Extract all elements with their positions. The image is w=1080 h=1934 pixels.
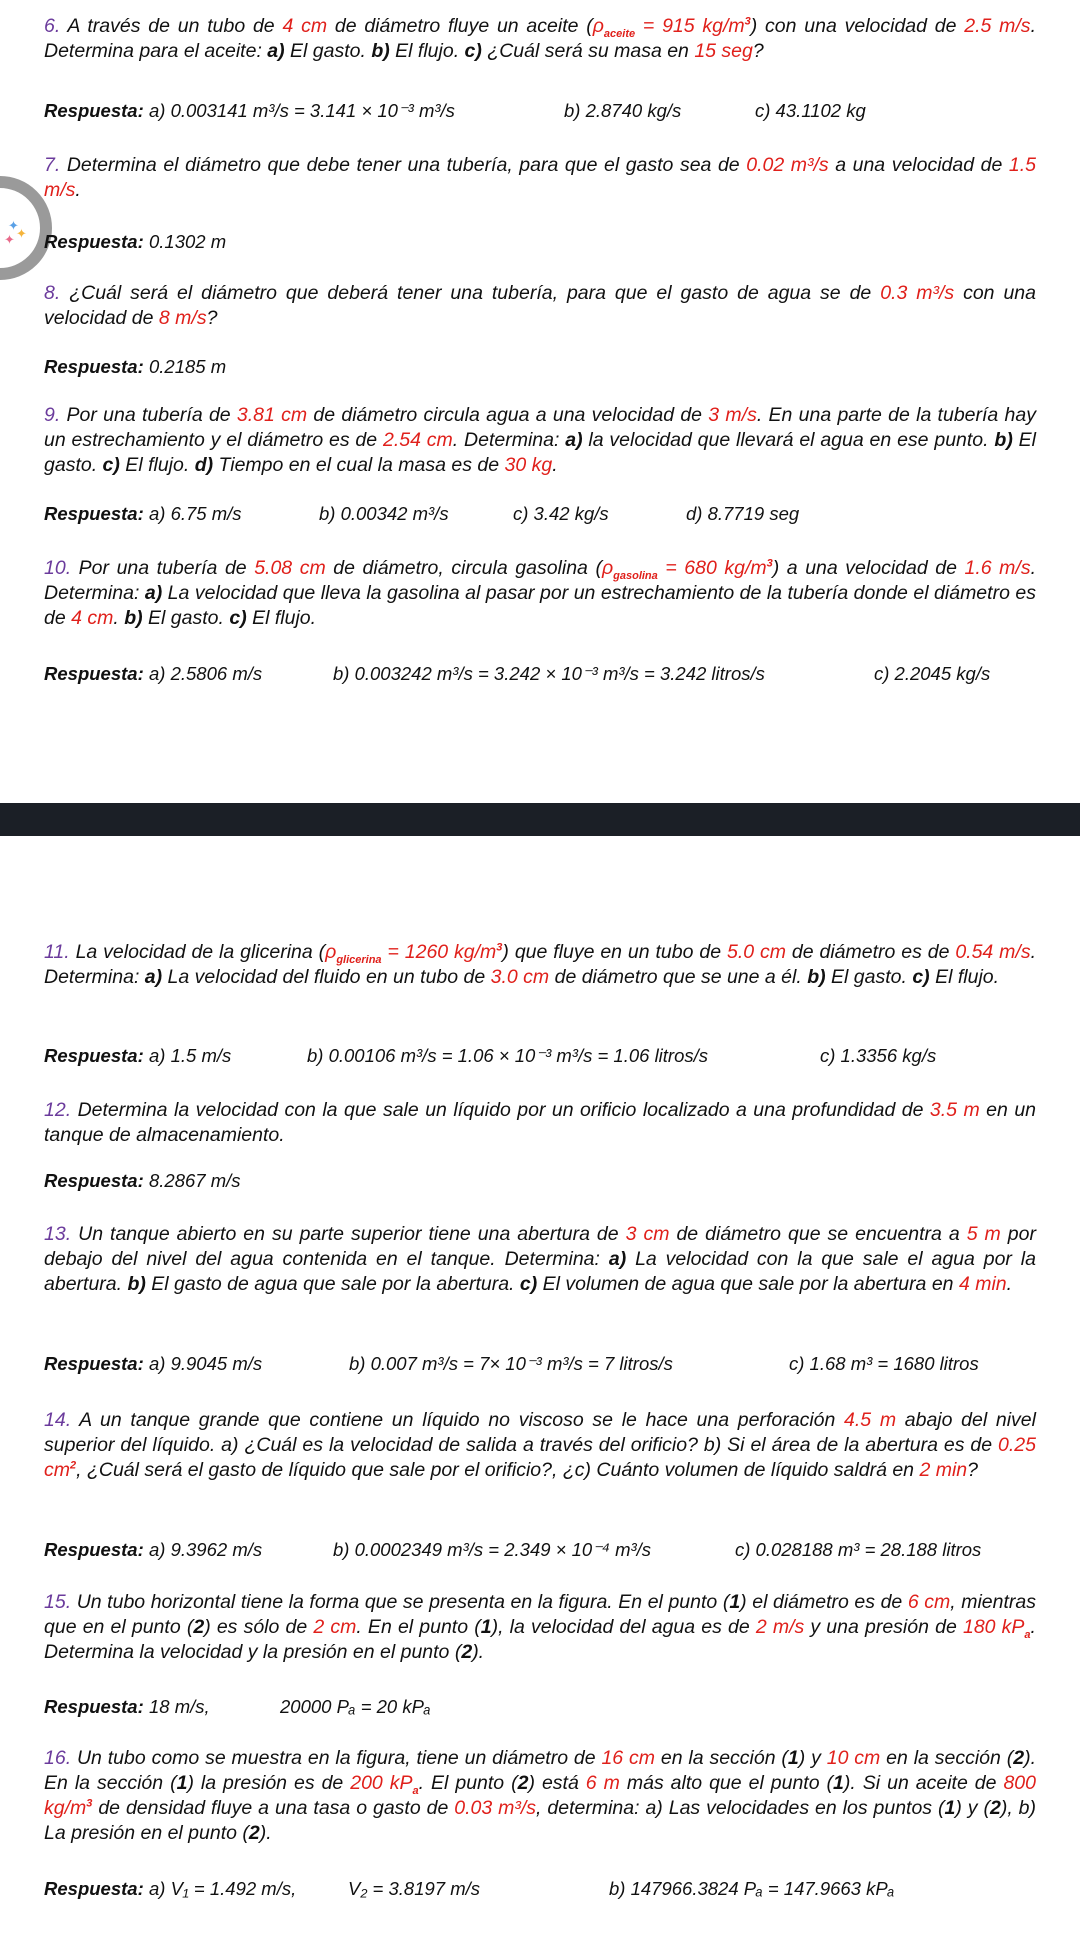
problem-text: ) y — [798, 1747, 827, 1769]
problem-text: . Determina: — [44, 557, 1037, 604]
problem-text: por debajo del nivel del agua contenida en el tanque. Determina: — [44, 1223, 1036, 1270]
problem-text: 5 m — [966, 1223, 1001, 1245]
problem-text: ), b) La presión en el punto ( — [44, 1797, 1037, 1844]
problem-text: ) que fluye en un tubo de — [502, 941, 727, 963]
problem-text: ). Si un aceite de — [843, 1772, 1004, 1794]
problem-text: . — [75, 179, 81, 201]
problem-text: . — [552, 454, 558, 476]
problem-text: 2 — [517, 1772, 529, 1794]
problem-text: 1 — [480, 1616, 492, 1638]
problem-6 — [44, 14, 1036, 64]
answer-value: c) 3.42 kg/s — [513, 503, 609, 524]
answer-label: Respuesta: — [44, 1353, 144, 1374]
problem-text: El flujo. — [119, 454, 195, 476]
problem-text: 3 — [496, 941, 503, 954]
problem-text: El flujo. — [246, 607, 317, 629]
problem-text: a) — [144, 582, 163, 604]
page-separator — [0, 803, 1080, 836]
problem-text: a — [412, 1784, 419, 1797]
answer-value: a) 2.5806 m/s — [149, 663, 263, 684]
problem-9 — [44, 403, 1036, 478]
problem-text: La velocidad con la que sale el agua por la abertura. — [44, 1248, 1036, 1295]
problem-text: 1 — [833, 1772, 844, 1794]
problem-text: de diámetro circula agua a una velocidad de — [307, 404, 709, 426]
answer-label: Respuesta: — [44, 1696, 144, 1717]
problem-text: . El punto ( — [418, 1772, 518, 1794]
problem-text: 3 cm — [625, 1223, 670, 1245]
sparkle-icon: ✦ — [16, 226, 27, 241]
problem-text: Un tubo como se muestra en la figura, tiene un diámetro de — [76, 1747, 602, 1769]
problem-text: ). — [259, 1822, 272, 1844]
problem-text: 2.5 m/s — [964, 15, 1031, 37]
answer-value: 0.2185 m — [149, 356, 227, 377]
problem-13 — [44, 1222, 1036, 1297]
answer-value: a) 9.3962 m/s — [149, 1539, 263, 1560]
problem-text: 180 kP — [962, 1616, 1025, 1638]
problem-text: b) — [807, 966, 826, 988]
problem-text: ). En la sección ( — [44, 1747, 1036, 1794]
problem-text: 15 seg — [694, 40, 753, 62]
answer-label: Respuesta: — [44, 1878, 144, 1899]
sparkle-icon: ✦ — [8, 218, 19, 233]
problem-text: , mientras que en el punto ( — [44, 1591, 1036, 1638]
problem-text: . Determina la velocidad y la presión en el punto ( — [44, 1616, 1036, 1663]
problem-text: ρ — [592, 15, 604, 37]
answer-value: b) 0.007 m³/s = 7× 10⁻³ m³/s = 7 litros/s — [349, 1353, 673, 1374]
problem-text: de diámetro fluye un aceite ( — [327, 15, 593, 37]
problem-text: a) — [144, 966, 163, 988]
problem-text: 0.3 m³/s — [880, 282, 955, 304]
problem-text: El volumen de agua que sale por la abertura en — [537, 1273, 959, 1295]
problem-number: 8. — [44, 282, 61, 304]
problem-text: 3 — [744, 15, 751, 28]
problem-number: 6. — [44, 15, 61, 37]
problem-text: 1.5 m/s — [44, 154, 1036, 201]
problem-14 — [44, 1408, 1036, 1483]
problem-text: ) la presión es de — [187, 1772, 351, 1794]
answer-label: Respuesta: — [44, 1539, 144, 1560]
answer-value: V₂ = 3.8197 m/s — [348, 1878, 481, 1899]
problem-text: , determina: a) Las velocidades en los puntos ( — [536, 1797, 945, 1819]
problem-text: con una velocidad de — [44, 282, 1036, 329]
problem-text: ) el diámetro es de — [740, 1591, 908, 1613]
problem-number: 14. — [44, 1409, 72, 1431]
problem-text: 2 — [989, 1797, 1001, 1819]
problem-text: 4 cm — [71, 607, 114, 629]
problem-number: 16. — [44, 1747, 72, 1769]
problem-7 — [44, 153, 1036, 203]
problem-text: ? — [967, 1459, 978, 1481]
answer-value: b) 147966.3824 Pₐ = 147.9663 kPₐ — [609, 1878, 895, 1899]
problem-text: 3 m/s — [708, 404, 757, 426]
answer-value: c) 1.68 m³ = 1680 litros — [789, 1353, 979, 1374]
problem-text: El flujo. — [929, 966, 1000, 988]
problem-text: b) — [124, 607, 143, 629]
problem-text: 3.5 m — [929, 1099, 980, 1121]
problem-text: en un tanque de almacenamiento. — [44, 1099, 1037, 1146]
problem-text: El gasto. — [284, 40, 372, 62]
problem-text: 2 — [248, 1822, 260, 1844]
problem-text: más alto que el punto ( — [619, 1772, 834, 1794]
problem-text: . — [1006, 1273, 1013, 1295]
problem-text: El flujo. — [389, 40, 465, 62]
problem-text: Tiempo en el cual la masa es de — [213, 454, 505, 476]
problem-text: c) — [912, 966, 930, 988]
problem-text: . Determina: — [44, 941, 1037, 988]
page-top — [0, 0, 1080, 803]
problem-text: 3 — [86, 1797, 93, 1810]
problem-text: en la sección ( — [655, 1747, 788, 1769]
problem-text: ? — [206, 307, 218, 329]
answer-value: b) 0.003242 m³/s = 3.242 × 10⁻³ m³/s = 3.242 litros/s — [333, 663, 765, 684]
sparkle-icon: ✦ — [4, 232, 15, 247]
answer-value: a) 0.003141 m³/s = 3.141 × 10⁻³ m³/s — [149, 100, 455, 121]
problem-text: ) es sólo de — [204, 1616, 314, 1638]
problem-text: a) — [608, 1248, 627, 1270]
problem-text: . — [113, 607, 125, 629]
problem-text: de diámetro que se une a él. — [549, 966, 808, 988]
answer-value: a) 1.5 m/s — [149, 1045, 232, 1066]
problem-number: 7. — [44, 154, 61, 176]
problem-text: gasolina — [613, 569, 658, 582]
problem-text: A un tanque grande que contiene un líquido no viscoso se le hace una perforación — [79, 1409, 845, 1431]
answer-value: 20000 Pₐ = 20 kPₐ — [280, 1696, 431, 1717]
problem-8 — [44, 281, 1036, 331]
problem-text: 16 cm — [601, 1747, 655, 1769]
page-bottom — [0, 836, 1080, 1934]
problem-text: 3.81 cm — [236, 404, 308, 426]
problem-text: 0.54 m/s — [955, 941, 1031, 963]
problem-text: . Determina: — [452, 429, 566, 451]
problem-text: 2 — [461, 1641, 473, 1663]
answer-value: a) V₁ = 1.492 m/s, — [149, 1878, 297, 1899]
problem-text: La velocidad de la glicerina ( — [75, 941, 326, 963]
problem-text: de diámetro que se encuentra a — [669, 1223, 967, 1245]
problem-text: c) — [102, 454, 120, 476]
problem-text: A través de un tubo de — [67, 15, 283, 37]
problem-text: ¿Cuál será su masa en — [481, 40, 695, 62]
answer-value: b) 0.0002349 m³/s = 2.349 × 10⁻⁴ m³/s — [333, 1539, 652, 1560]
problem-11 — [44, 940, 1036, 990]
problem-text: 6 cm — [907, 1591, 951, 1613]
problem-text: 6 m — [585, 1772, 620, 1794]
problem-text: ), la velocidad del agua es de — [491, 1616, 756, 1638]
problem-text: 8 m/s — [158, 307, 207, 329]
problem-text: Determina la velocidad con la que sale un líquido por un orificio localizado a una profundidad de — [77, 1099, 930, 1121]
problem-text: 10 cm — [826, 1747, 881, 1769]
problem-text: Un tubo horizontal tiene la forma que se presenta en la figura. En el punto ( — [76, 1591, 730, 1613]
problem-text: ). — [472, 1641, 485, 1663]
problem-text: 1 — [944, 1797, 956, 1819]
problem-text: . En el punto ( — [356, 1616, 481, 1638]
problem-number: 11. — [44, 941, 70, 963]
problem-text: ρ — [325, 941, 337, 963]
problem-text: c) — [229, 607, 247, 629]
problem-text: = 1260 kg/m — [381, 941, 497, 963]
problem-text: 1 — [176, 1772, 188, 1794]
problem-text: El gasto. — [142, 607, 230, 629]
problem-text: 4 min — [958, 1273, 1007, 1295]
problem-text: a) — [267, 40, 285, 62]
problem-text: . En una parte de la tubería hay un estrechamiento y el diámetro es de — [44, 404, 1036, 451]
problem-number: 10. — [44, 557, 72, 579]
answer-label: Respuesta: — [44, 503, 144, 524]
problem-12 — [44, 1098, 1036, 1148]
problem-text: 1.6 m/s — [964, 557, 1031, 579]
problem-text: = 680 kg/m — [657, 557, 767, 579]
problem-text: 0.03 m³/s — [454, 1797, 537, 1819]
problem-text: El gasto de agua que sale por la abertura. — [145, 1273, 520, 1295]
answer-value: 18 m/s, — [149, 1696, 210, 1717]
answer-value: 0.1302 m — [149, 231, 227, 252]
problem-text: de diámetro es de — [785, 941, 956, 963]
answer-label: Respuesta: — [44, 1045, 144, 1066]
problem-text: en la sección ( — [880, 1747, 1014, 1769]
problem-text: y una presión de — [804, 1616, 963, 1638]
problem-text: 5.0 cm — [726, 941, 786, 963]
answer-value: c) 2.2045 kg/s — [874, 663, 991, 684]
problem-text: abajo del nivel superior del líquido. a) ¿Cuál es la velocidad de salida a través del orificio? b) Si el área de la abertura es de — [44, 1409, 1036, 1456]
problem-text: 2 min — [919, 1459, 968, 1481]
answer-value: c) 0.028188 m³ = 28.188 litros — [735, 1539, 982, 1560]
problem-text: Por una tubería de — [78, 557, 255, 579]
problem-text: La velocidad que lleva la gasolina al pasar por un estrechamiento de la tubería donde el diámetro es de — [44, 582, 1036, 629]
problem-text: 5.08 cm — [254, 557, 326, 579]
problem-text: ) a una velocidad de — [772, 557, 965, 579]
problem-text: Determina el diámetro que debe tener una tubería, para que el gasto sea de — [66, 154, 747, 176]
problem-text: la velocidad que llevará el agua en ese punto. — [582, 429, 995, 451]
problem-text: de diámetro, circula gasolina ( — [325, 557, 602, 579]
problem-text: 30 kg — [504, 454, 553, 476]
answer-label: Respuesta: — [44, 231, 144, 252]
problem-text: 1 — [787, 1747, 799, 1769]
problem-text: 800 kg/m — [44, 1772, 1036, 1819]
problem-text: 0.02 m³/s — [746, 154, 829, 176]
problem-10 — [44, 556, 1036, 631]
problem-text: ) con una velocidad de — [750, 15, 965, 37]
problem-text: 0.25 cm — [44, 1434, 1036, 1481]
problem-text: = 915 kg/m — [635, 15, 745, 37]
problem-text: , ¿Cuál será el gasto de líquido que sale por el orificio?, ¿c) Cuánto volumen de líquido saldrá en — [76, 1459, 920, 1481]
problem-text: de densidad fluye a una tasa o gasto de — [92, 1797, 455, 1819]
problem-text: 4 cm — [282, 15, 328, 37]
problem-text: 2.54 cm — [382, 429, 453, 451]
answer-value: d) 8.7719 seg — [686, 503, 800, 524]
problem-text: Por una tubería de — [66, 404, 237, 426]
problem-text: ) y ( — [955, 1797, 990, 1819]
problem-text: El gasto. — [825, 966, 913, 988]
problem-15 — [44, 1590, 1036, 1665]
problem-text: ) está — [528, 1772, 586, 1794]
problem-text: 3.0 cm — [490, 966, 550, 988]
problem-text: . Determina para el aceite: — [44, 15, 1036, 62]
problem-text: El gasto. — [44, 429, 1037, 476]
problem-text: ¿Cuál será el diámetro que deberá tener una tubería, para que el gasto de agua se de — [69, 282, 881, 304]
problem-number: 9. — [44, 404, 61, 426]
problem-text: 2 — [1013, 1747, 1025, 1769]
problem-text: c) — [519, 1273, 538, 1295]
answer-label: Respuesta: — [44, 1170, 144, 1191]
problem-text: 2 cm — [313, 1616, 357, 1638]
problem-text: 200 kP — [350, 1772, 413, 1794]
problem-text: b) — [994, 429, 1013, 451]
problem-16 — [44, 1746, 1036, 1846]
problem-text: 3 — [766, 557, 773, 570]
problem-text: a) — [565, 429, 583, 451]
problem-number: 15. — [44, 1591, 72, 1613]
answer-value: 8.2867 m/s — [149, 1170, 241, 1191]
problem-text: 2 — [70, 1459, 77, 1472]
problem-text: a — [1024, 1628, 1031, 1641]
problem-number: 12. — [44, 1099, 72, 1121]
answer-label: Respuesta: — [44, 663, 144, 684]
answer-label: Respuesta: — [44, 100, 144, 121]
problem-text: d) — [194, 454, 214, 476]
problem-text: aceite — [603, 27, 636, 40]
problem-number: 13. — [44, 1223, 72, 1245]
answer-value: a) 6.75 m/s — [149, 503, 242, 524]
answer-value: b) 0.00106 m³/s = 1.06 × 10⁻³ m³/s = 1.06 litros/s — [307, 1045, 709, 1066]
problem-text: c) — [464, 40, 482, 62]
answer-label: Respuesta: — [44, 356, 144, 377]
problem-text: 2 — [193, 1616, 205, 1638]
problem-text: b) — [371, 40, 390, 62]
answer-value: c) 1.3356 kg/s — [820, 1045, 937, 1066]
problem-text: ρ — [601, 557, 614, 579]
problem-text: 1 — [729, 1591, 741, 1613]
answer-value: c) 43.1102 kg — [755, 100, 866, 121]
problem-text: Un tanque abierto en su parte superior tiene una abertura de — [78, 1223, 626, 1245]
problem-text: La velocidad del fluido en un tubo de — [162, 966, 491, 988]
answer-value: b) 2.8740 kg/s — [564, 100, 682, 121]
answer-value: b) 0.00342 m³/s — [319, 503, 449, 524]
problem-text: a una velocidad de — [828, 154, 1009, 176]
problem-text: 4.5 m — [844, 1409, 897, 1431]
problem-text: b) — [127, 1273, 146, 1295]
problem-text: ? — [752, 40, 764, 62]
answer-value: a) 9.9045 m/s — [149, 1353, 263, 1374]
problem-text: glicerina — [336, 953, 382, 966]
problem-text: 2 m/s — [755, 1616, 805, 1638]
